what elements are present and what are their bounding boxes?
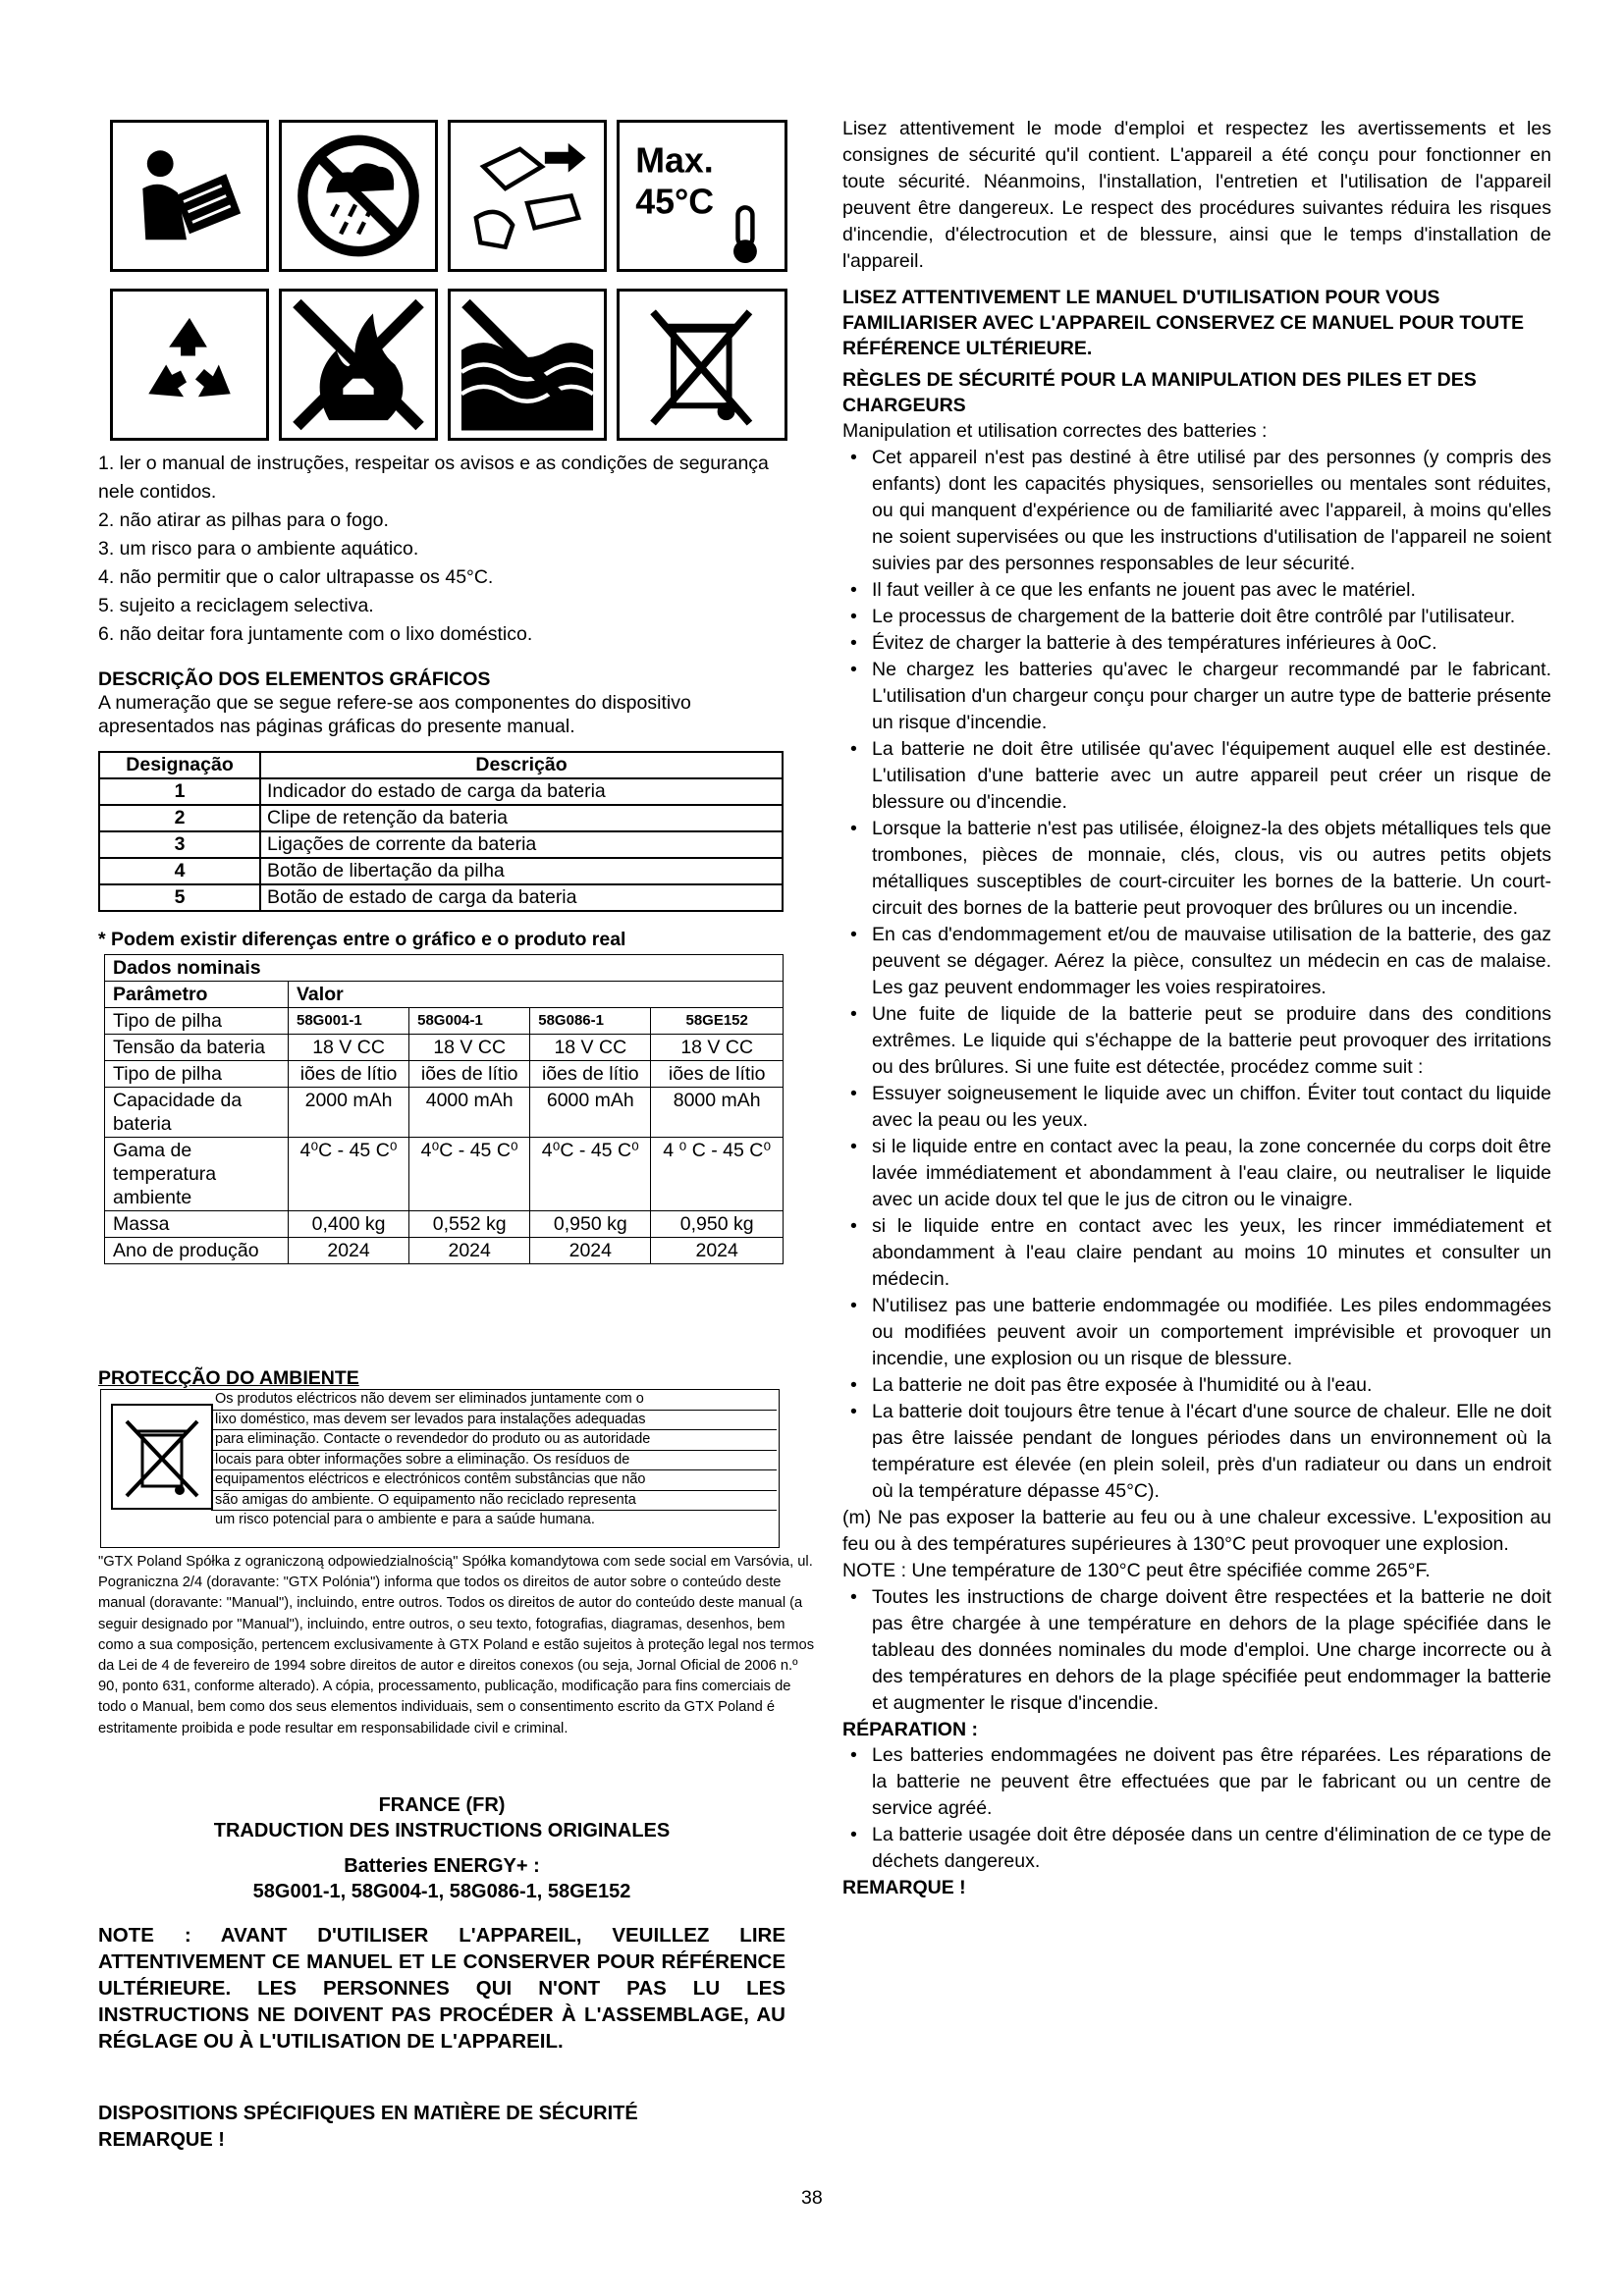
table-row — [99, 831, 783, 858]
cell: 58G086-1 — [530, 1008, 651, 1035]
translation-heading: TRADUCTION DES INSTRUCTIONS ORIGINALES — [213, 1820, 671, 1842]
cell: 1 — [99, 778, 260, 805]
cell: Indicador do estado de carga da bateria — [260, 778, 783, 805]
cell: 2024 — [651, 1238, 784, 1264]
cell: 0,552 kg — [409, 1211, 530, 1238]
table-row — [99, 884, 783, 911]
cell: 18 V CC — [289, 1035, 409, 1061]
repair-list — [842, 1742, 1551, 1875]
cell: 6000 mAh — [530, 1088, 651, 1138]
crossed-bin-icon — [111, 1404, 213, 1510]
table-row — [99, 805, 783, 831]
list-item: • La batterie doit toujours être tenue à l'écart d'une source de chaleur. Elle ne doit pas être laissée pendant de longues périodes dans un environnement où la température est élevée (en plein soleil, près d'un radiateur ou dans un endroit où la température dépasse 45°C). — [842, 1399, 1551, 1505]
environment-text — [211, 1390, 777, 1530]
list-item: • Le processus de chargement de la batterie doit être contrôlé par l'utilisateur. — [842, 604, 1551, 630]
text-line: equipamentos eléctricos e electrónicos contêm substâncias que não — [211, 1470, 777, 1491]
cell: iões de lítio — [409, 1061, 530, 1088]
legend-item: 2. não atirar as pilhas para o fogo. — [98, 509, 389, 531]
cell: 2024 — [409, 1238, 530, 1264]
charging-rules-list — [842, 1584, 1551, 1717]
cell: 2024 — [289, 1238, 409, 1264]
repair-title: RÉPARATION : — [842, 1719, 978, 1740]
column-header: Descrição — [260, 752, 783, 778]
svg-text:Max.: Max. — [635, 140, 714, 181]
legend-item: 4. não permitir que o calor ultrapasse os 45°C. — [98, 566, 494, 588]
cell: 0,950 kg — [651, 1211, 784, 1238]
text-line: para eliminação. Contacte o revendedor do produto ou as autoridade — [211, 1430, 777, 1451]
list-item: • Essuyer soigneusement le liquide avec un chiffon. Éviter tout contact du liquide avec la peau ou les yeux. — [842, 1081, 1551, 1134]
text-line: Os produtos eléctricos não devem ser eliminados juntamente com o — [211, 1390, 777, 1411]
table-row — [105, 1035, 784, 1061]
cell: 8000 mAh — [651, 1088, 784, 1138]
environment-section — [98, 1367, 785, 1527]
row-label: Massa — [105, 1211, 289, 1238]
no-rain-icon — [279, 120, 438, 272]
graphic-footnote: * Podem existir diferenças entre o gráfico e o produto real — [98, 929, 626, 950]
page-number: 38 — [801, 2187, 823, 2209]
temperature-note: NOTE : Une température de 130°C peut être spécifiée comme 265°F. — [842, 1560, 1431, 1581]
list-item: • Lorsque la batterie n'est pas utilisée, éloignez-la des objets métalliques tels que trombones, pièces de monnaie, clés, clous, vis ou autres petits objets métalliques susceptibles de court-circuiter les bornes de la batterie. Un court-circuit des bornes de la batterie peut provoquer des brûlures ou un incendie. — [842, 816, 1551, 922]
graphic-elements-table — [98, 751, 784, 912]
pictogram-legend — [98, 450, 785, 649]
cell: 5 — [99, 884, 260, 911]
no-water-icon — [448, 289, 607, 441]
product-name: Batteries ENERGY+ : — [344, 1855, 540, 1877]
cell: iões de lítio — [651, 1061, 784, 1088]
text-line: locais para obter informações sobre a eliminação. Os resíduos de — [211, 1451, 777, 1471]
cell: 3 — [99, 831, 260, 858]
remarque-label: REMARQUE ! — [842, 1877, 966, 1898]
list-item: • En cas d'endommagement et/ou de mauvaise utilisation de la batterie, des gaz peuvent se dégager. Aérez la pièce, consultez un médecin en cas de malaise. Les gaz peuvent endommager les voies respiratoires. — [842, 922, 1551, 1001]
cell: 18 V CC — [530, 1035, 651, 1061]
text-line: são amigas do ambiente. O equipamento não reciclado representa — [211, 1491, 777, 1512]
nominal-data-table — [104, 954, 784, 1264]
intro-paragraph: Lisez attentivement le mode d'emploi et respectez les avertissements et les consignes de sécurité qu'il contient. L'appareil a été conçu pour fonctionner en toute sécurité. Néanmoins, l'installation, l'entretien et l'utilisation de l'appareil peuvent être dangereux. Le respect des procédures suivantes réduira les risques d'incendie, d'électrocution et de blessure, ainsi que le temps d'installation de l'appareil. — [842, 118, 1551, 272]
cell: 2000 mAh — [289, 1088, 409, 1138]
crossed-bin-icon — [617, 289, 787, 441]
read-manual-heading: LISEZ ATTENTIVEMENT LE MANUEL D'UTILISATION POUR VOUS FAMILIARISER AVEC L'APPAREIL CONSERVEZ CE MANUEL POUR TOUTE RÉFÉRENCE ULTÉRIEURE. — [842, 287, 1525, 359]
cell: 58G004-1 — [409, 1008, 530, 1035]
table-row — [105, 1088, 784, 1138]
dispositions-section — [98, 2101, 785, 2154]
safety-rules-list — [842, 445, 1551, 1505]
cell: 4⁰C - 45 C⁰ — [289, 1138, 409, 1211]
cell: 2024 — [530, 1238, 651, 1264]
list-item: • Une fuite de liquide de la batterie peut se produire dans des conditions extrêmes. Le liquide qui s'échappe de la batterie peut provoquer des irritations ou des brûlures. Si une fuite est détectée, procédez comme suit : — [842, 1001, 1551, 1081]
cell: 4000 mAh — [409, 1088, 530, 1138]
nominal-title: Dados nominais — [105, 955, 784, 982]
list-item: • La batterie ne doit être utilisée qu'avec l'équipement auquel elle est destinée. L'utilisation d'une batterie avec un autre appareil peut créer un risque de blessure ou d'incendie. — [842, 736, 1551, 816]
dispositions-title: DISPOSITIONS SPÉCIFIQUES EN MATIÈRE DE SÉCURITÉ — [98, 2103, 638, 2124]
list-item: • Les batteries endommagées ne doivent pas être réparées. Les réparations de la batterie ne peuvent être effectuées que par le fabricant ou un centre de service agréé. — [842, 1742, 1551, 1822]
legend-item: 5. sujeito a reciclagem selectiva. — [98, 595, 374, 616]
safety-pictograms — [110, 120, 787, 444]
cell: Botão de libertação da pilha — [260, 858, 783, 884]
read-manual-icon — [110, 120, 269, 272]
list-item: • La batterie ne doit pas être exposée à l'humidité ou à l'eau. — [842, 1372, 1551, 1399]
list-item: • Évitez de charger la batterie à des températures inférieures à 0oC. — [842, 630, 1551, 657]
list-item: • N'utilisez pas une batterie endommagée ou modifiée. Les piles endommagées ou modifiées peuvent avoir un comportement imprévisible et provoquer un incendie, une explosion ou un risque de blessure. — [842, 1293, 1551, 1372]
battery-charging-icon — [448, 120, 607, 272]
list-item: • La batterie usagée doit être déposée dans un centre d'élimination de ce type de déchets dangereux. — [842, 1822, 1551, 1875]
table-row — [105, 1061, 784, 1088]
list-item: • Ne chargez les batteries qu'avec le chargeur recommandé par le fabricant. L'utilisation d'un chargeur conçu pour charger un autre type de batterie présente un risque d'incendie. — [842, 657, 1551, 736]
row-label: Tensão da bateria — [105, 1035, 289, 1061]
graphic-elements-section — [98, 667, 785, 738]
column-header: Designação — [99, 752, 260, 778]
list-item: • Toutes les instructions de charge doivent être respectées et la batterie ne doit pas être chargée à une température en dehors de la plage spécifiée dans le tableau des données nominales du mode d'emploi. Une charge incorrecte ou à des températures en dehors de la plage spécifiée peut endommager la batterie et augmenter le risque d'incendie. — [842, 1584, 1551, 1717]
cell: 4 ⁰ C - 45 C⁰ — [651, 1138, 784, 1211]
table-row — [105, 1138, 784, 1211]
table-row — [99, 858, 783, 884]
cell: iões de lítio — [530, 1061, 651, 1088]
copyright-notice: "GTX Poland Spółka z ograniczoną odpowiedzialnością" Spółka komandytowa com sede social em Varsóvia, ul. Pograniczna 2/4 (doravante: "GTX Polónia") informa que todos os direitos de autor sobre o conteúdo deste manual (doravante: "Manual"), incluindo, entre outros. Todos os direitos de autor do conteúdo deste manual (a seguir designado por "Manual"), incluindo, entre outros, o seu texto, fotografias, diagramas, desenhos, bem como a sua composição, pertencem exclusivamente à GTX Poland e estão sujeitos à proteção legal nos termos da Lei de 4 de fevereiro de 1994 sobre direitos de autor e direitos conexos (ou seja, Jornal Oficial de 2006 n.º 90, ponto 631, conforme alterado). A cópia, processamento, publicação, modificação para fins comerciais de todo o Manual, bem como dos seus elementos individuais, sem o consentimento escrito da GTX Poland é estritamente proibida e pode resultar em responsabilidade civil e criminal. — [98, 1554, 815, 1736]
row-label: Tipo de pilha — [105, 1061, 289, 1088]
list-item: • Il faut veiller à ce que les enfants ne jouent pas avec le matériel. — [842, 577, 1551, 604]
cell: 2 — [99, 805, 260, 831]
cell: 4⁰C - 45 C⁰ — [409, 1138, 530, 1211]
cell: Ligações de corrente da bateria — [260, 831, 783, 858]
param-header: Parâmetro — [105, 982, 289, 1008]
language-heading: FRANCE (FR) — [378, 1794, 506, 1816]
cell: 58G001-1 — [289, 1008, 409, 1035]
cell: 18 V CC — [409, 1035, 530, 1061]
cell: 18 V CC — [651, 1035, 784, 1061]
table-row — [105, 1238, 784, 1264]
environment-title: PROTECÇÃO DO AMBIENTE — [98, 1367, 359, 1389]
row-label: Gama de temperatura ambiente — [105, 1138, 289, 1211]
value-header: Valor — [289, 982, 784, 1008]
cell: 4 — [99, 858, 260, 884]
legend-item: 3. um risco para o ambiente aquático. — [98, 538, 419, 560]
table-row — [105, 1008, 784, 1035]
right-content — [842, 116, 1551, 1900]
recycle-icon — [110, 289, 269, 441]
cell: 0,950 kg — [530, 1211, 651, 1238]
section-title: DESCRIÇÃO DOS ELEMENTOS GRÁFICOS — [98, 668, 491, 690]
list-item: • si le liquide entre en contact avec la peau, la zone concernée du corps doit être lavée immédiatement et abondamment à l'eau claire, ou neutraliser le liquide avec un acide doux tel que le jus de citron ou le vinaigre. — [842, 1134, 1551, 1213]
row-label: Ano de produção — [105, 1238, 289, 1264]
table-row — [99, 778, 783, 805]
rules-intro: Manipulation et utilisation correctes des batteries : — [842, 420, 1268, 442]
product-models: 58G001-1, 58G004-1, 58G086-1, 58GE152 — [252, 1881, 631, 1902]
cell: Botão de estado de carga da bateria — [260, 884, 783, 911]
cell: 0,400 kg — [289, 1211, 409, 1238]
remarque-label: REMARQUE ! — [98, 2129, 225, 2151]
rules-title: RÈGLES DE SÉCURITÉ POUR LA MANIPULATION DES PILES ET DES CHARGEURS — [842, 369, 1477, 416]
cell: 4⁰C - 45 C⁰ — [530, 1138, 651, 1211]
cell: Clipe de retenção da bateria — [260, 805, 783, 831]
row-label: Capacidade da bateria — [105, 1088, 289, 1138]
text-line: lixo doméstico, mas devem ser levados para instalações adequadas — [211, 1411, 777, 1431]
list-item: • Cet appareil n'est pas destiné à être utilisé par des personnes (y compris des enfants) dont les capacités physiques, sensorielles ou mentales sont réduites, ou qui manquent d'expérience ou de familiarité avec l'appareil, à moins qu'elles ne soient supervisées ou que les instructions d'utilisation de l'appareil ne soient suivies par des personnes responsables de leur sécurité. — [842, 445, 1551, 577]
warning-note: NOTE : AVANT D'UTILISER L'APPAREIL, VEUILLEZ LIRE ATTENTIVEMENT CE MANUEL ET LE CONSERVER POUR RÉFÉRENCE ULTÉRIEURE. LES PERSONNES QUI N'ONT PAS LU LES INSTRUCTIONS NE DOIVENT PAS PROCÉDER À L'ASSEMBLAGE, AU RÉGLAGE OU À L'UTILISATION DE L'APPAREIL. — [98, 1924, 785, 2053]
no-fire-icon — [279, 289, 438, 441]
cell: 58GE152 — [651, 1008, 784, 1035]
row-label: Tipo de pilha — [105, 1008, 289, 1035]
legend-item: 1. ler o manual de instruções, respeitar os avisos e as condições de segurança nele contidos. — [98, 453, 769, 503]
environment-box — [100, 1389, 780, 1548]
max-temperature-icon — [617, 120, 787, 272]
svg-text:45°C: 45°C — [635, 182, 715, 222]
table-row — [105, 1211, 784, 1238]
cell: iões de lítio — [289, 1061, 409, 1088]
exposure-paragraph: (m) Ne pas exposer la batterie au feu ou à une chaleur excessive. L'exposition au feu ou à des températures supérieures à 130°C peut provoquer une explosion. — [842, 1507, 1551, 1555]
france-header — [98, 1792, 785, 1904]
list-item: • si le liquide entre en contact avec les yeux, les rincer immédiatement et abondamment à l'eau claire pendant au moins 10 minutes et consulter un médecin. — [842, 1213, 1551, 1293]
legend-item: 6. não deitar fora juntamente com o lixo doméstico. — [98, 623, 533, 645]
text-line: um risco potencial para o ambiente e para a saúde humana. — [215, 1512, 595, 1527]
section-intro: A numeração que se segue refere-se aos componentes do dispositivo apresentados nas páginas gráficas do presente manual. — [98, 692, 691, 737]
